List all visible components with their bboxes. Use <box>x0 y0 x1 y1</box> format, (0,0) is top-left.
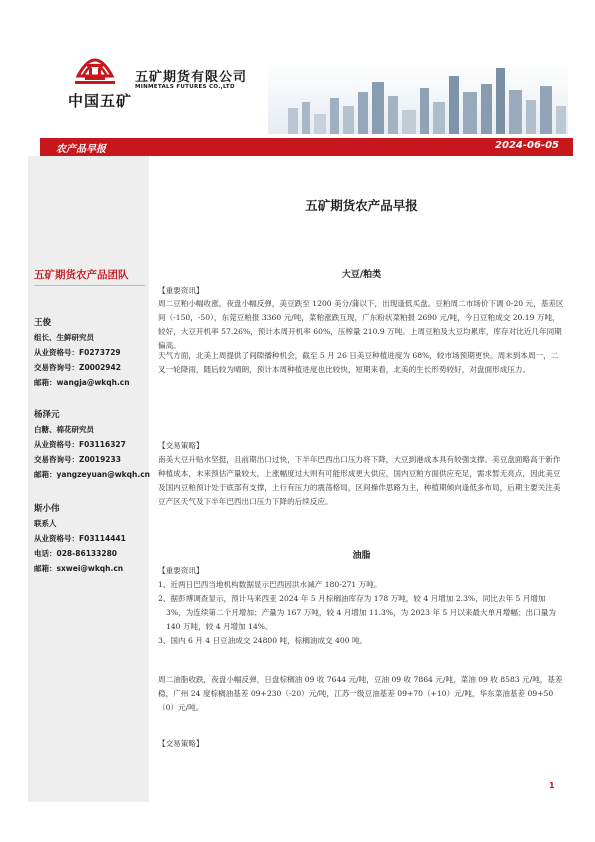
news-tag: 【重要资讯】 <box>158 566 204 575</box>
team-member <box>34 502 147 576</box>
logo-text: 中国五矿 <box>68 92 133 110</box>
report-date: 2024-06-05 <box>495 140 559 151</box>
member-license: 从业资格号：F0273729 <box>34 348 121 357</box>
strategy-tag: 【交易策略】 <box>158 441 204 450</box>
member-email[interactable]: 邮箱：wangja@wkqh.cn <box>34 378 130 387</box>
member-consult-id: 交易咨询号：Z0019233 <box>34 455 121 464</box>
member-email[interactable]: 邮箱：sxwei@wkqh.cn <box>34 564 124 573</box>
oil-market-paragraph: 周二油脂收跌，夜盘小幅反弹，日盘棕榈油 09 收 7644 元/吨，豆油 09 收 7864 元/吨，菜油 09 收 8583 元/吨，基差稳，广州 24 度棕榈油基差 09+230（-20）元/吨，江苏一级豆油基差 09+70（+10）元/吨，华东菜油基差 09+50（0）元/吨。 <box>158 675 563 712</box>
soy-strategy-paragraph: 南美大豆升贴水坚挺，且前期出口过快，下半年巴西出口压力将下降，大豆到港成本具有较强支撑。美豆盘面略高于新作种植成本，未来预估产量较大，上涨幅度过大则有可能形成更大供应，国内豆粕方面供应充足，需求暂无亮点，因此美豆及国内豆粕预计处于底部有支撑，上行有压力的震荡格局，区间操作思路为主，种植期倾向逢低多布局，后期主要关注美豆产区天气及下半年巴西出口压力下降的后续反应。 <box>158 455 561 506</box>
member-role: 联系人 <box>34 519 57 528</box>
page-number: 1 <box>549 781 555 790</box>
team-member <box>34 408 150 482</box>
report-header <box>0 0 595 138</box>
minmetals-emblem-icon <box>72 46 118 86</box>
sidebar <box>28 156 149 802</box>
member-consult-id: 交易咨询号：Z0002942 <box>34 363 121 372</box>
list-item: 3、国内 6 月 4 日豆油成交 24800 吨，棕榈油成交 400 吨。 <box>158 636 368 645</box>
member-name: 杨泽元 <box>34 410 60 420</box>
strategy-tag: 【交易策略】 <box>158 739 204 748</box>
member-name: 斯小伟 <box>34 504 60 514</box>
member-phone: 电话：028-86133280 <box>34 549 118 558</box>
divider <box>34 285 145 286</box>
list-item: 2、据彭博调查显示，预计马来西亚 2024 年 5 月棕榈油库存为 178 万吨，较 4 月增加 2.3%，同比去年 5 月增加 3%，为连续第二个月增加；产量为 167 万吨，较 4 月增加 11.3%，为 2023 年 5 月以来最大单月增幅；出口量为 140 万吨，较 4 月增加 14%。 <box>158 594 556 631</box>
member-email[interactable]: 邮箱：yangzeyuan@wkqh.cn <box>34 470 150 479</box>
member-license: 从业资格号：F03114441 <box>34 534 126 543</box>
section-title-oil: 油脂 <box>352 551 371 561</box>
member-name: 王俊 <box>34 318 52 328</box>
member-role: 白糖、棉花研究员 <box>34 425 94 434</box>
header-band <box>40 138 573 156</box>
company-name-en: MINMETALS FUTURES CO.,LTD <box>135 84 235 90</box>
company-name-cn: 五矿期货有限公司 <box>135 70 248 85</box>
soy-news-paragraph: 周二豆粕小幅收涨，夜盘小幅反弹，美豆跌至 1200 美分/蒲以下，出现逢低买盘。豆粕周二市场价下调 0-20 元，基差区间（-150，-50），东莞豆粕报 3360 元/吨，菜粕涨跌互现，广东粉状菜粕报 2690 元/吨，今日豆粕成交 20.19 万吨，较好，大豆开机率 57.26%，预计本周开机率 60%，压榨量 210.9 万吨。上周豆粕及大豆均累库，库存对比近几年同期偏高。 <box>158 299 564 350</box>
list-item: 1、近两日巴西当地机构数据显示巴西因洪水减产 180-271 万吨。 <box>158 580 382 589</box>
member-license: 从业资格号：F03116327 <box>34 440 126 449</box>
report-category: 农产品早报 <box>56 144 106 155</box>
member-role: 组长、生鲜研究员 <box>34 333 94 342</box>
city-skyline-image <box>268 62 568 134</box>
team-member <box>34 316 147 390</box>
report-title: 五矿期货农产品早报 <box>305 198 418 213</box>
section-title-soy: 大豆/粕类 <box>341 270 382 280</box>
oil-news-list <box>158 578 565 648</box>
team-title: 五矿期货农产品团队 <box>34 269 129 281</box>
soy-weather-paragraph: 天气方面，北美上周提供了间隙播种机会，截至 5 月 26 日美豆种植进度为 68%，较市场预期更快。周末到本周一，二叉一轮降雨，随后较为晴朗，预计本周种植进度也比较快，短期来看，北美的生长形势较好，对盘面形成压力。 <box>158 351 559 374</box>
news-tag: 【重要资讯】 <box>158 286 204 295</box>
